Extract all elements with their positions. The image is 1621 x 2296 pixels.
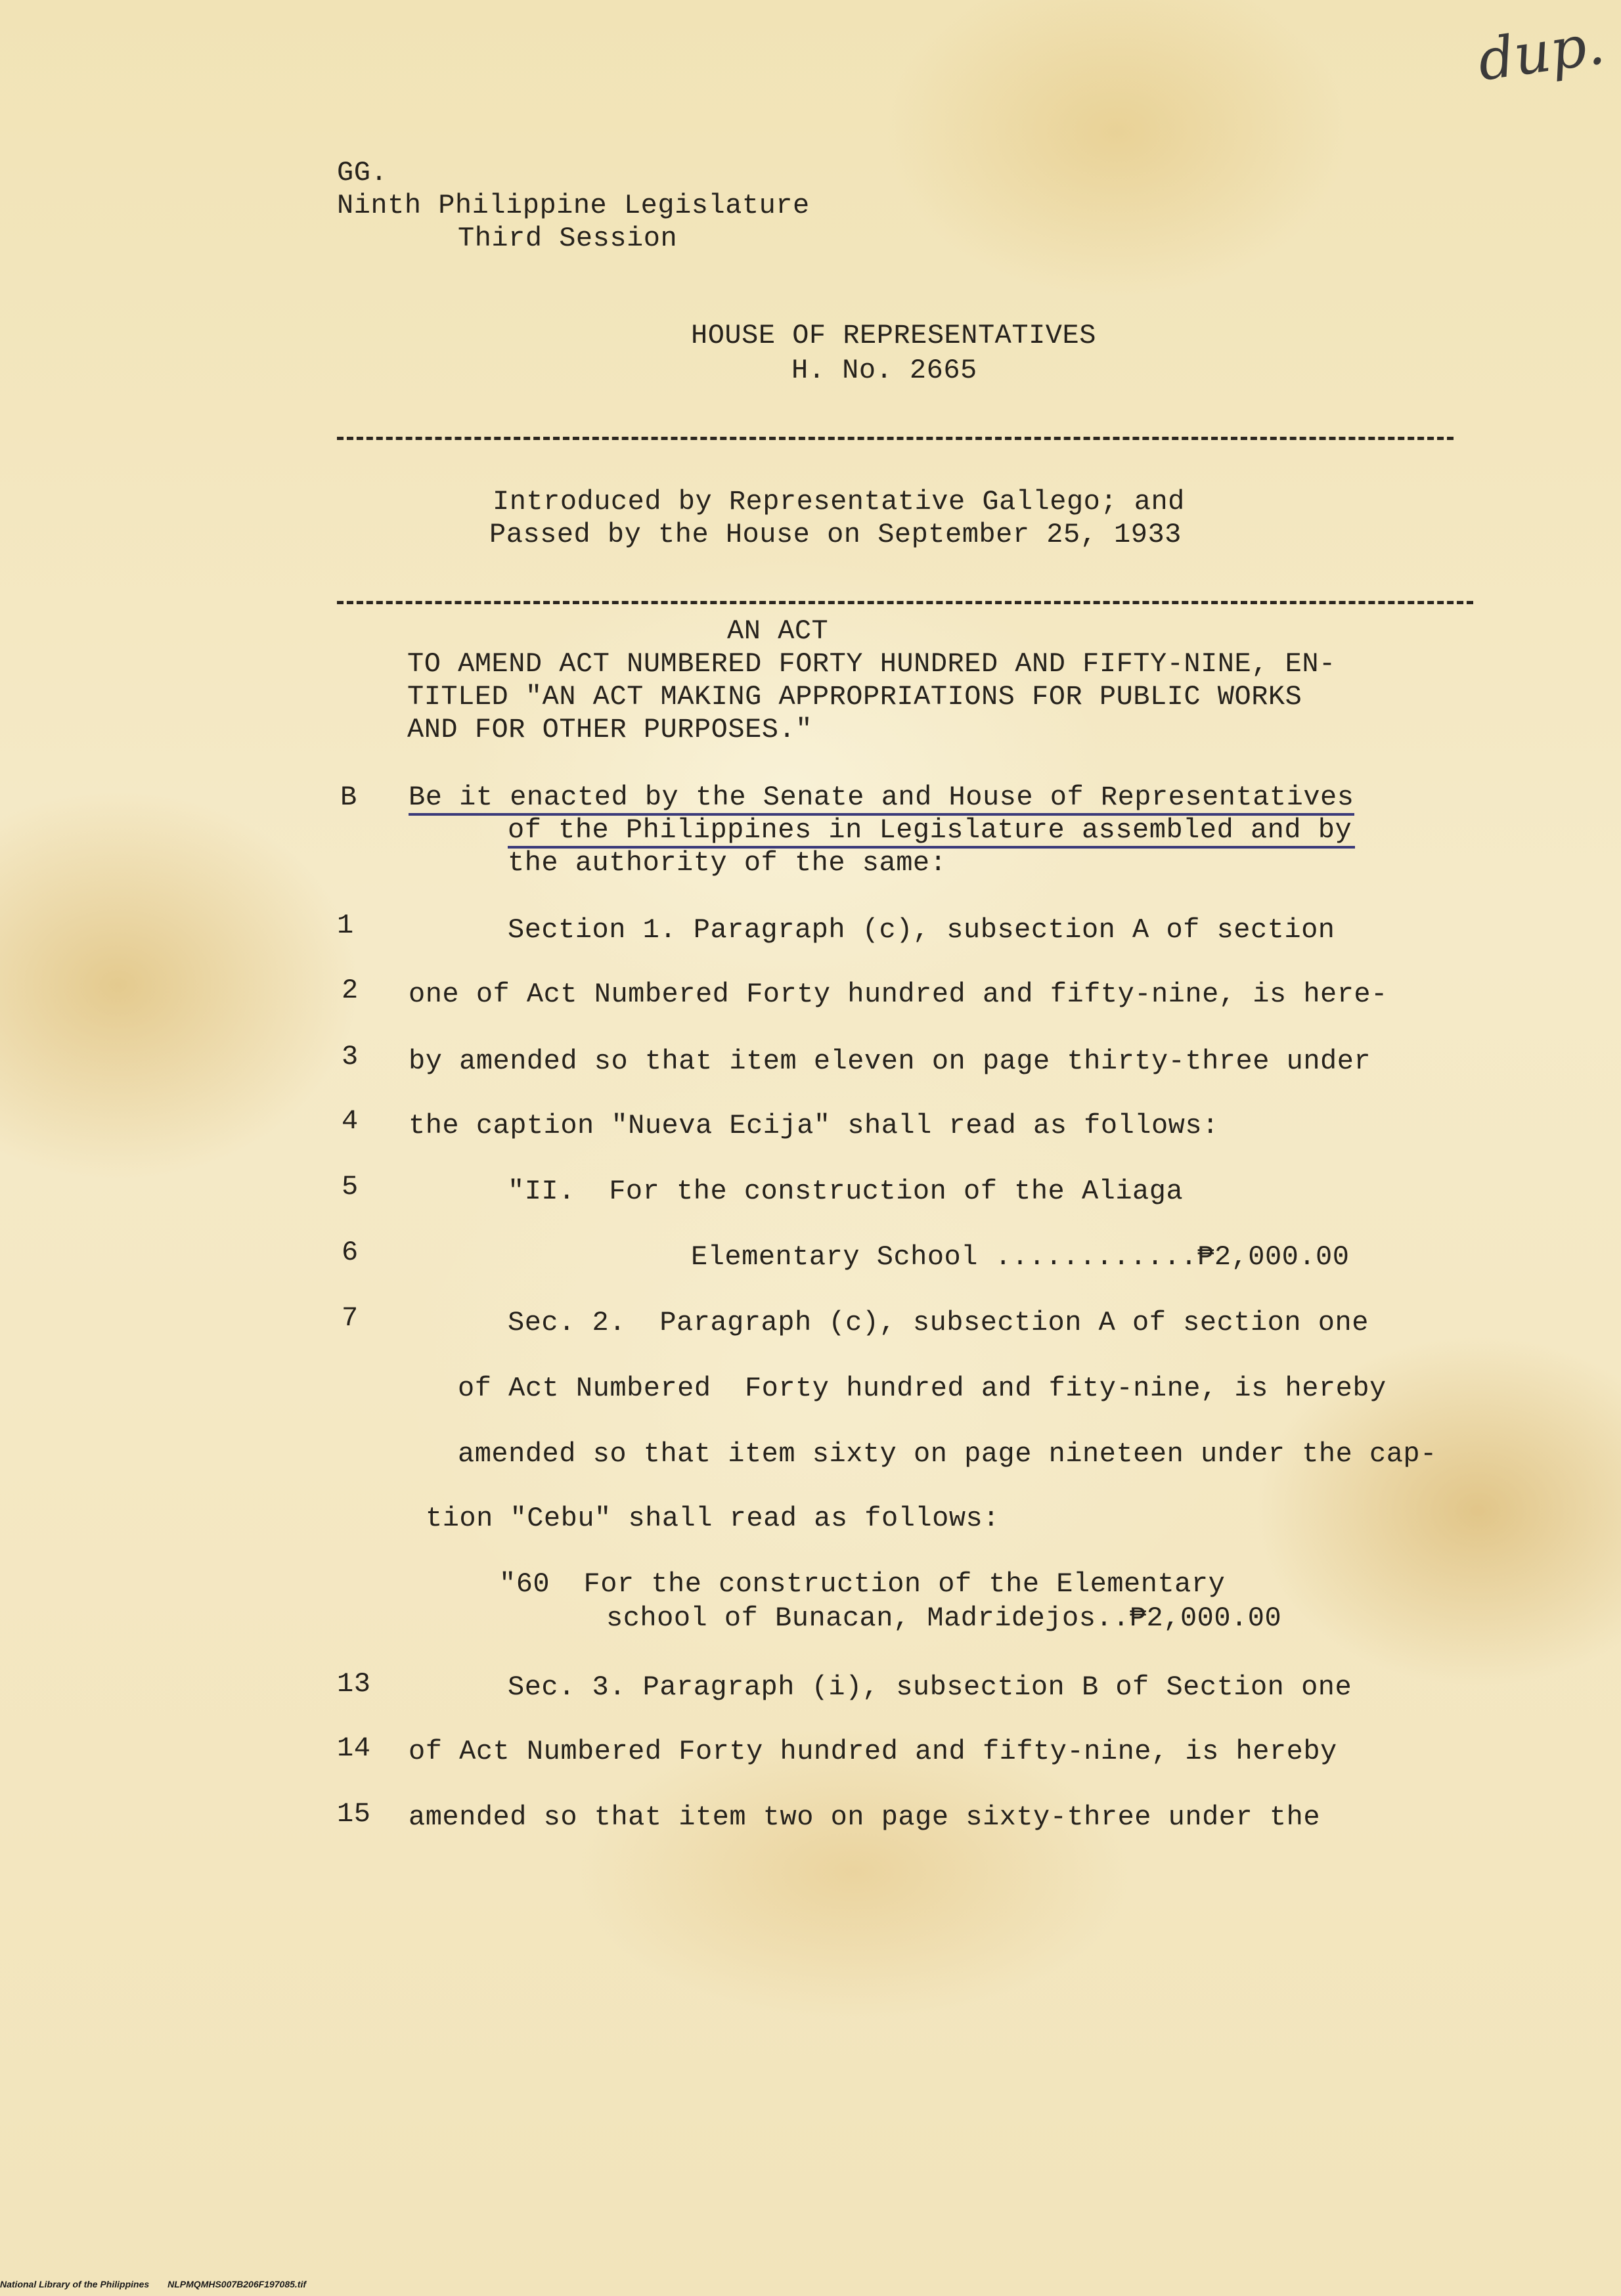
body-line: Sec. 2. Paragraph (c), subsection A of section one <box>508 1307 1369 1338</box>
divider-bottom <box>337 601 1473 604</box>
body-line: of Act Numbered Forty hundred and fifty-nine, is hereby <box>409 1736 1337 1767</box>
body-line: amended so that item sixty on page nineteen under the cap- <box>458 1438 1437 1470</box>
scan-footer <box>0 2279 324 2289</box>
body-line: the caption "Nueva Ecija" shall read as follows: <box>409 1110 1219 1141</box>
introduction-line-1: Introduced by Representative Gallego; and <box>493 486 1185 518</box>
file-id: NLPMQMHS007B206F197085.tif <box>167 2279 307 2289</box>
body-line: school of Bunacan, Madridejos..₱2,000.00 <box>606 1602 1282 1634</box>
body-line: by amended so that item eleven on page thirty-three under <box>409 1046 1371 1077</box>
body-line: "60 For the construction of the Elementary <box>499 1568 1226 1600</box>
enacting-line-2: of the Philippines in Legislature assembled and by <box>508 814 1352 846</box>
body-line: Elementary School ............₱2,000.00 <box>691 1241 1350 1273</box>
body-line: Section 1. Paragraph (c), subsection A of section <box>508 914 1335 946</box>
bill-number: H. No. 2665 <box>791 355 977 386</box>
body-line: amended so that item two on page sixty-three under the <box>409 1801 1321 1833</box>
header-code: GG. <box>337 157 388 188</box>
handwritten-annotation: dup. <box>1473 11 1609 94</box>
line-number: 4 <box>342 1105 359 1137</box>
line-number: 1 <box>337 910 354 941</box>
body-line: tion "Cebu" shall read as follows: <box>426 1503 1000 1534</box>
introduction-line-2: Passed by the House on September 25, 1933 <box>489 519 1182 550</box>
line-number: 5 <box>342 1171 359 1203</box>
act-heading: AN ACT <box>727 615 829 647</box>
act-title-line-1: TO AMEND ACT NUMBERED FORTY HUNDRED AND FIFTY-NINE, EN- <box>407 648 1336 680</box>
line-number: 13 <box>337 1668 371 1700</box>
library-name: National Library of the Philippines <box>0 2279 150 2289</box>
enacting-line-3: the authority of the same: <box>508 847 947 879</box>
legislature-name: Ninth Philippine Legislature <box>337 190 810 221</box>
enacting-line-1: Be it enacted by the Senate and House of Representatives <box>409 782 1354 813</box>
line-number: 14 <box>337 1733 371 1764</box>
body-line: of Act Numbered Forty hundred and fity-nine, is hereby <box>458 1373 1387 1404</box>
act-title-line-2: TITLED "AN ACT MAKING APPROPRIATIONS FOR PUBLIC WORKS <box>407 681 1302 713</box>
body-line: "II. For the construction of the Aliaga <box>508 1176 1184 1207</box>
body-line: Sec. 3. Paragraph (i), subsection B of Section one <box>508 1671 1352 1703</box>
house-title: HOUSE OF REPRESENTATIVES <box>691 320 1096 351</box>
line-number: 2 <box>342 975 359 1006</box>
act-title-line-3: AND FOR OTHER PURPOSES." <box>407 714 812 745</box>
enacting-marker: B <box>340 782 357 813</box>
line-number: 15 <box>337 1798 371 1830</box>
line-number: 3 <box>342 1041 359 1072</box>
session-name: Third Session <box>458 223 678 254</box>
body-line: one of Act Numbered Forty hundred and fifty-nine, is here- <box>409 979 1388 1010</box>
line-number: 6 <box>342 1237 359 1268</box>
divider-top <box>337 437 1454 440</box>
line-number: 7 <box>342 1302 359 1334</box>
